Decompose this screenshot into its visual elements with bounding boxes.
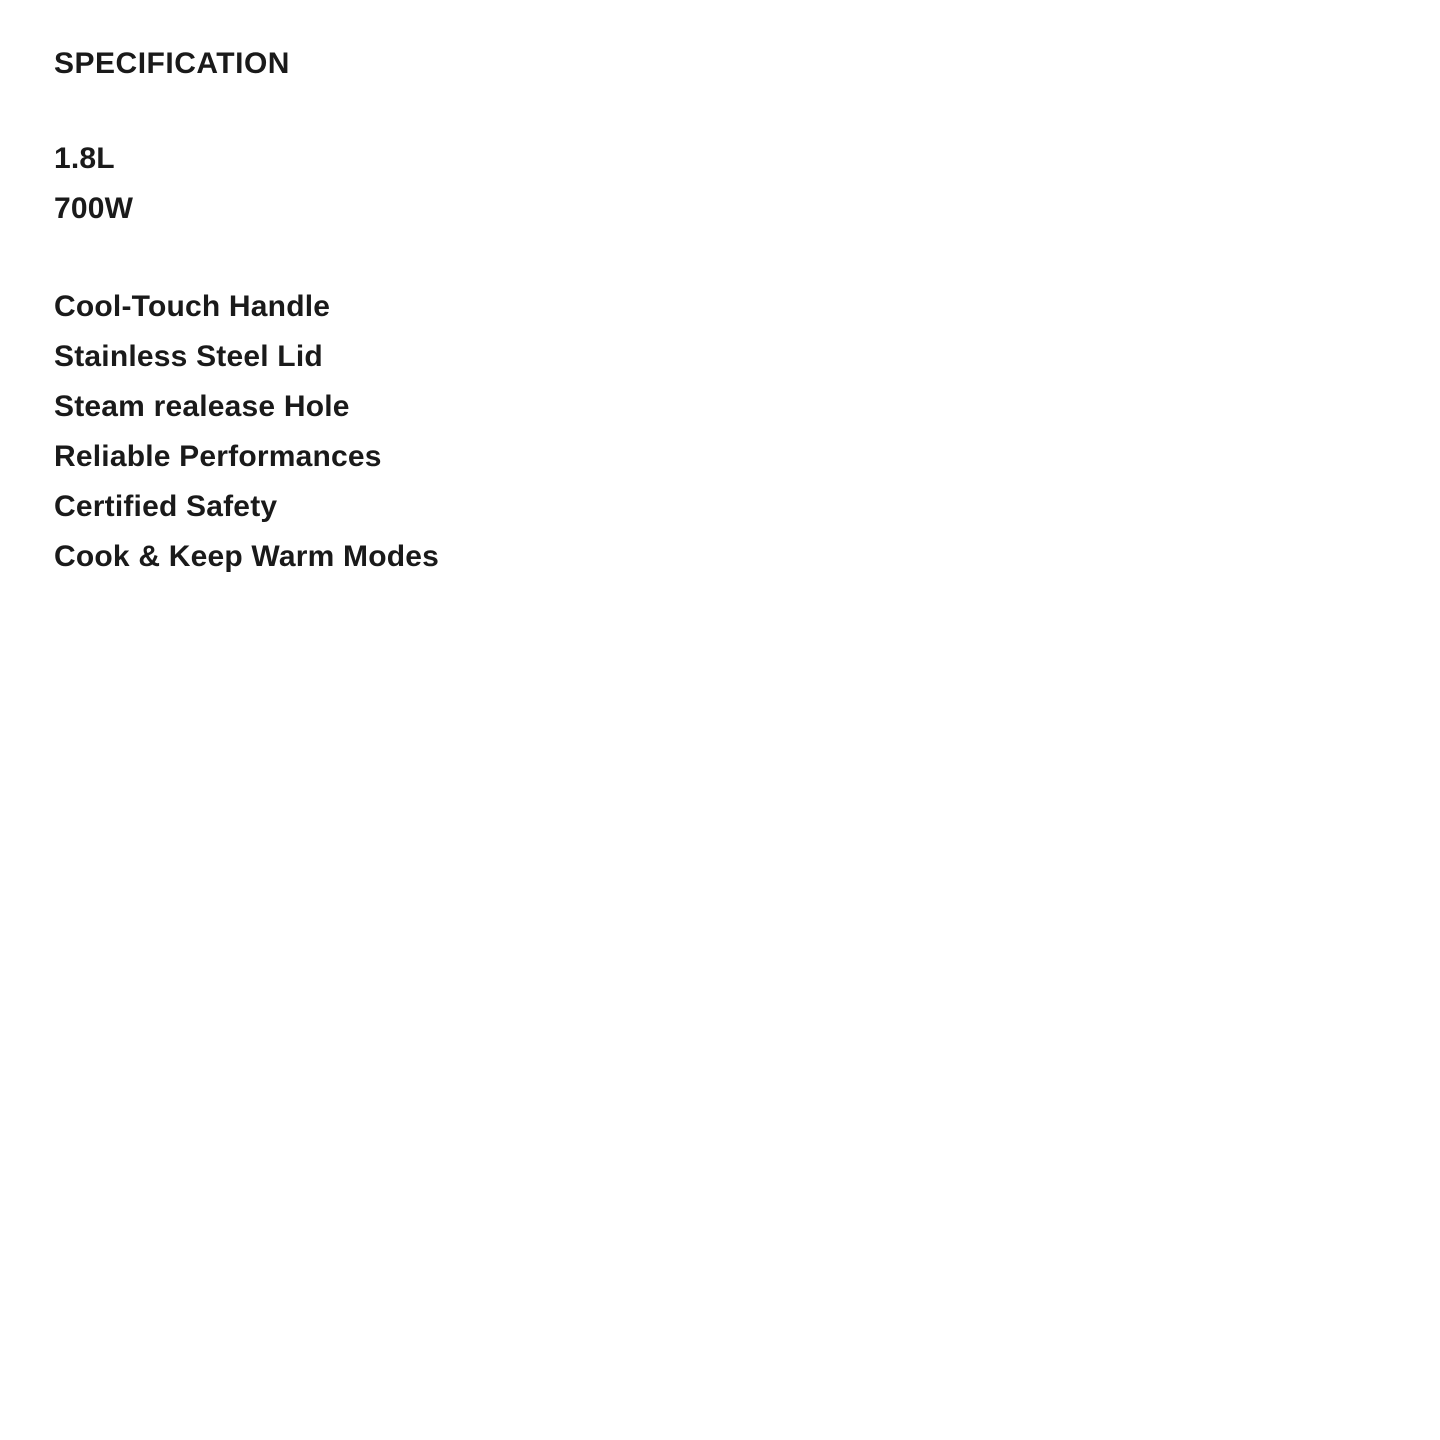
spec-power: 700W (54, 192, 134, 225)
feature-list (54, 282, 1386, 582)
feature-item: Steam realease Hole (54, 390, 350, 423)
spec-capacity: 1.8L (54, 142, 115, 175)
feature-item: Cook & Keep Warm Modes (54, 540, 440, 573)
feature-item: Reliable Performances (54, 440, 382, 473)
feature-item: Certified Safety (54, 490, 278, 523)
feature-item: Stainless Steel Lid (54, 340, 323, 373)
feature-item: Cool-Touch Handle (54, 290, 331, 323)
spec-values-list (54, 134, 1386, 234)
page-title: SPECIFICATION (54, 47, 290, 80)
